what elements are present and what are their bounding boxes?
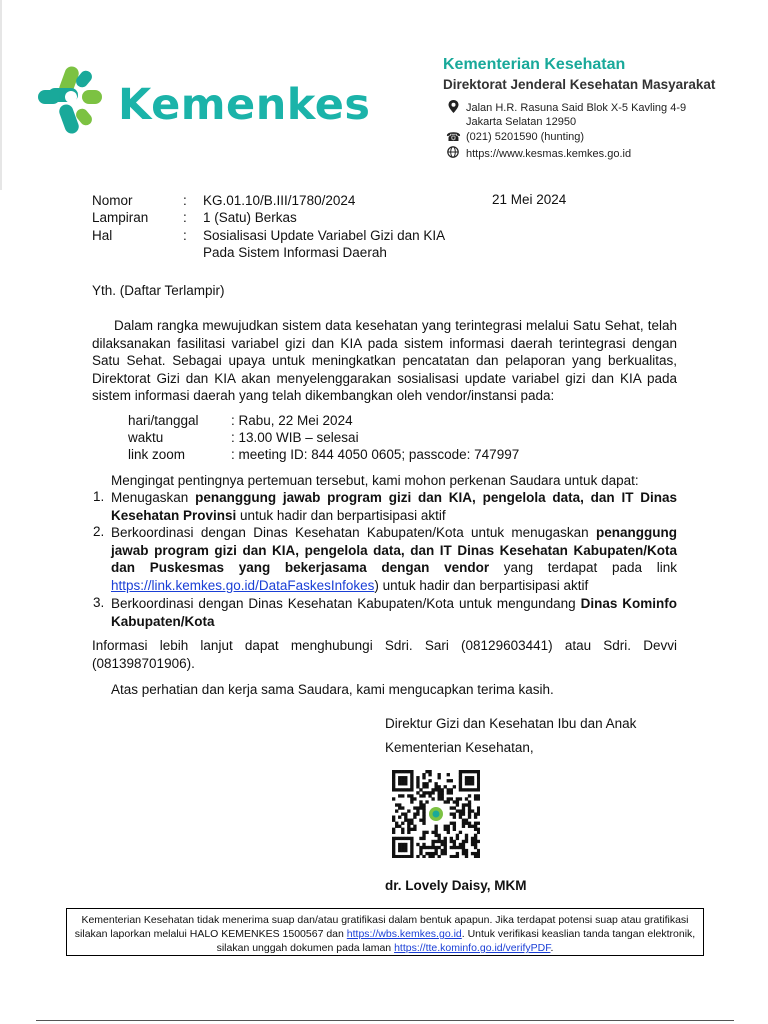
globe-icon [446, 146, 460, 161]
hal-label: Hal [92, 228, 113, 243]
signatory-name: dr. Lovely Daisy, MKM [385, 878, 527, 893]
location-pin-icon [446, 100, 460, 116]
lampiran-colon: : [183, 210, 187, 225]
item-2-post: ) untuk hadir dan berpartisipasi aktif [374, 577, 589, 593]
recipient: Yth. (Daftar Terlampir) [92, 283, 225, 298]
item-2-number: 2. [93, 524, 105, 539]
schedule-day-value: : Rabu, 22 Mei 2024 [231, 413, 353, 428]
nomor-colon: : [183, 193, 187, 208]
schedule-zoom-value: : meeting ID: 844 4050 0605; passcode: 747997 [231, 447, 520, 462]
footer-text1: Kementerian Kesehatan tidak menerima suap dan/atau gratifikasi dalam bentuk apapun. Jika terdapat potensi suap atau gratifikasi silakan laporkan melalui HALO KEMENKES 1500567 dan [74, 914, 689, 940]
nomor-value: KG.01.10/B.III/1780/2024 [203, 193, 356, 208]
org-name: Kementerian Kesehatan [443, 56, 626, 73]
item-3-text [111, 595, 677, 630]
phone-row [446, 130, 584, 144]
item-1-pre: Menugaskan [111, 490, 196, 505]
item-2-mid: yang terdapat pada link [489, 560, 677, 575]
item-1-bold: penanggung jawab program gizi dan KIA, pengelola data, dan IT Dinas Kesehatan Provinsi [111, 490, 677, 523]
anti-gratification-notice [66, 908, 704, 956]
schedule-zoom-label: link zoom [128, 447, 186, 462]
request-intro: Mengingat pentingnya pertemuan tersebut, kami mohon perkenan Saudara untuk dapat: [111, 473, 639, 488]
address-row [446, 100, 686, 116]
signatory-title-line2: Kementerian Kesehatan, [385, 740, 534, 755]
item-1-post: untuk hadir dan berpartisipasi aktif [236, 507, 446, 523]
item-3-bold: Dinas Kominfo Kabupaten/Kota [111, 596, 677, 629]
phone-number: (021) 5201590 (hunting) [466, 131, 585, 143]
item-2-text [111, 524, 677, 594]
website-row [446, 146, 631, 161]
item-2-bold: penanggung jawab program gizi dan KIA, pengelola data, dan IT Dinas Kesehatan Kabupaten/Kota dan Puskesmas yang bekerjasama dengan vendor [111, 525, 677, 575]
wbs-link[interactable]: https://wbs.kemkes.go.id [346, 928, 462, 940]
lampiran-value: 1 (Satu) Berkas [203, 210, 297, 225]
contact-paragraph: Informasi lebih lanjut dapat menghubungi Sdri. Sari (08129603441) atau Sdri. Devvi (081398701906). [92, 638, 677, 671]
schedule-day-label: hari/tanggal [128, 413, 199, 428]
nomor-label: Nomor [92, 193, 133, 208]
address-line1: Jalan H.R. Rasuna Said Blok X-5 Kavling 4-9 [466, 102, 687, 114]
directorate-name: Direktorat Jenderal Kesehatan Masyarakat [443, 77, 716, 92]
logo-wordmark: Kemenkes [118, 80, 371, 130]
hal-value-line2: Pada Sistem Informasi Daerah [203, 245, 387, 260]
website-url[interactable]: https://www.kesmas.kemkes.go.id [466, 147, 632, 160]
data-faskes-link[interactable]: https://link.kemkes.go.id/DataFaskesInfokes [111, 577, 375, 593]
telephone-icon: ☎ [446, 130, 461, 144]
footer-text3: . [550, 942, 554, 954]
item-1-text [111, 489, 677, 524]
letter-date: 21 Mei 2024 [492, 192, 567, 207]
footer-text2: . Untuk verifikasi keaslian tanda tangan elektronik, silakan unggah dokumen pada laman [216, 928, 696, 954]
item-3-pre: Berkoordinasi dengan Dinas Kesehatan Kabupaten/Kota untuk mengundang [111, 596, 581, 611]
schedule-time-value: : 13.00 WIB – selesai [231, 430, 359, 445]
item-3-number: 3. [93, 595, 105, 610]
intro-paragraph: Dalam rangka mewujudkan sistem data kesehatan yang terintegrasi melalui Satu Sehat, telah dilaksanakan fasilitasi variabel gizi dan KIA pada sistem informasi daerah terintegrasi dengan Satu Sehat. Sebagai upaya untuk meningkatkan pencatatan dan pelaporan yang berkualitas, Direktorat Gizi dan KIA akan menyelenggarakan sosialisasi update variabel gizi dan KIA pada sistem informasi daerah yang telah dikembangkan oleh vendor/instansi pada: [92, 318, 677, 403]
hal-value-line1: Sosialisasi Update Variabel Gizi dan KIA [203, 228, 446, 243]
signatory-title-line1: Direktur Gizi dan Kesehatan Ibu dan Anak [385, 716, 637, 731]
schedule-time-label: waktu [128, 430, 164, 445]
scan-edge-mark [0, 0, 2, 190]
lampiran-label: Lampiran [92, 210, 149, 225]
address-line2: Jakarta Selatan 12950 [466, 116, 577, 128]
page-bottom-rule [36, 1020, 734, 1021]
qr-code-icon [392, 770, 480, 858]
item-2-pre: Berkoordinasi dengan Dinas Kesehatan Kabupaten/Kota untuk menugaskan [111, 525, 596, 540]
item-1-number: 1. [93, 489, 105, 504]
hal-colon: : [183, 228, 187, 243]
tte-verify-link[interactable]: https://tte.kominfo.go.id/verifyPDF [394, 942, 551, 954]
closing-paragraph: Atas perhatian dan kerja sama Saudara, kami mengucapkan terima kasih. [111, 682, 554, 697]
